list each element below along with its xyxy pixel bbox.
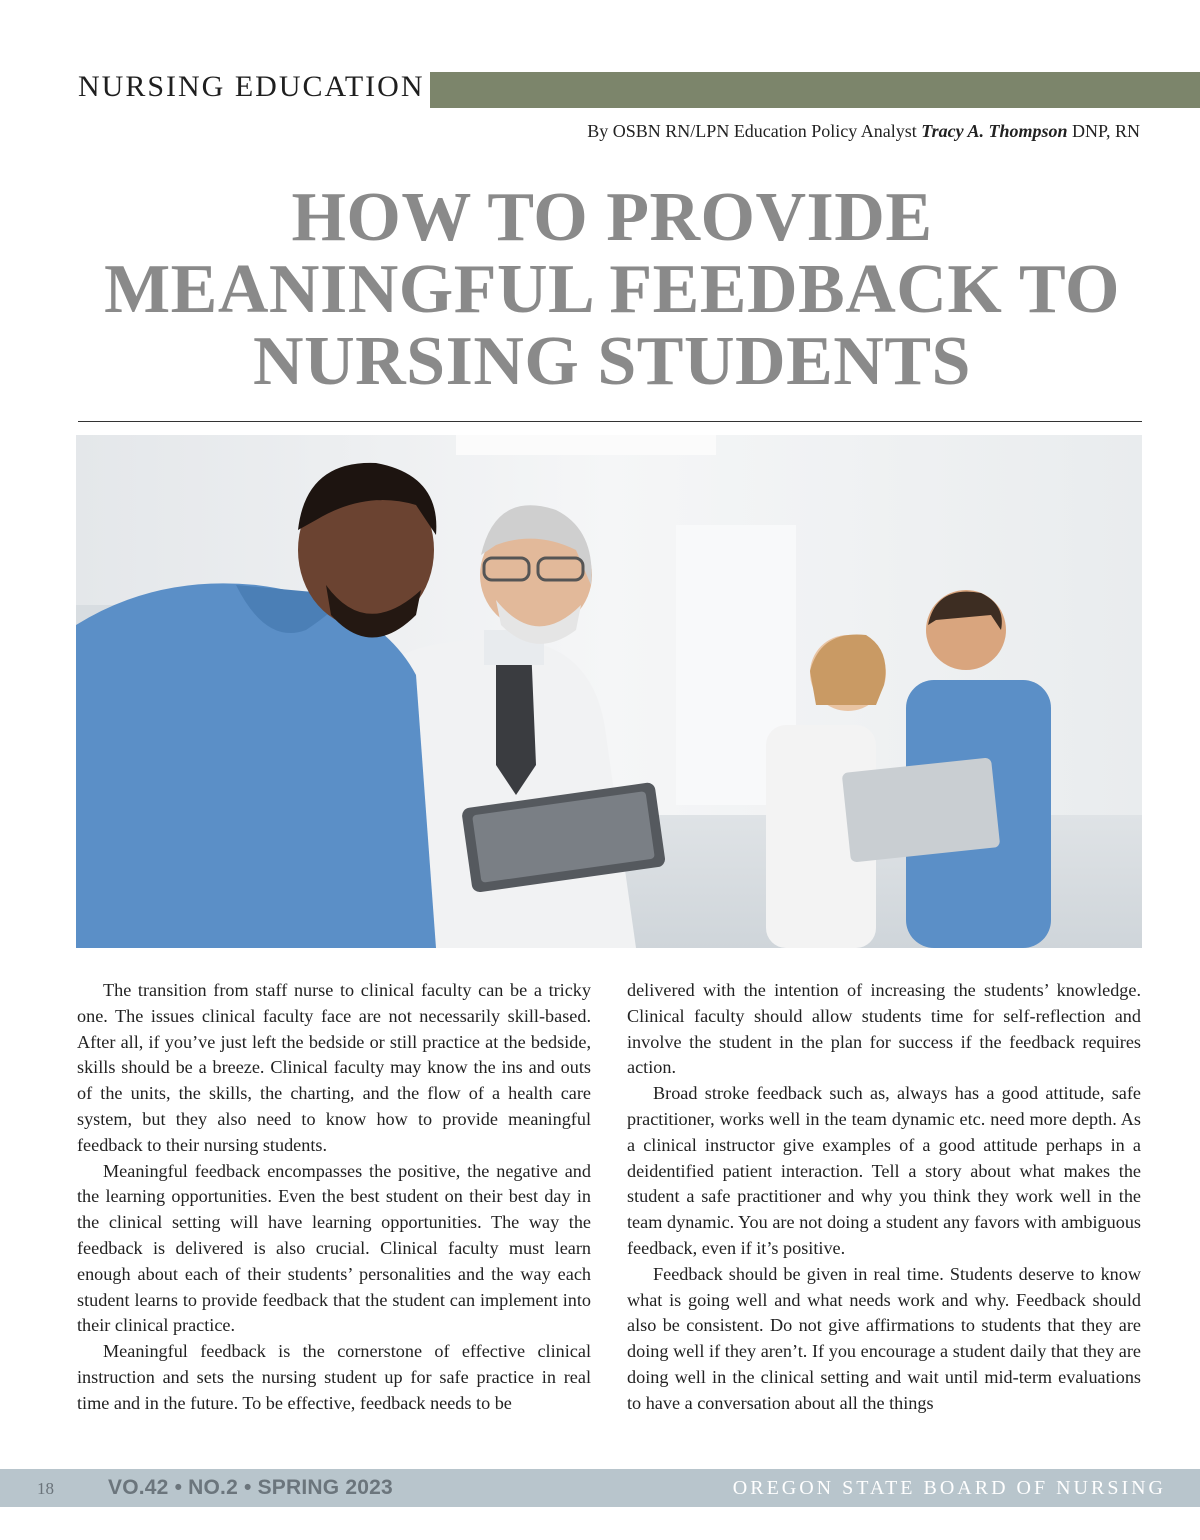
issue-label: VO.42 • NO.2 • SPRING 2023 xyxy=(108,1476,393,1499)
title-divider xyxy=(78,421,1142,422)
title-line: MEANINGFUL FEEDBACK TO xyxy=(104,251,1120,328)
paragraph: delivered with the intention of increasing the students’ knowledge. Clinical faculty should allow students time for self-reflection and involve the student in the plan for success if the feedback requires action. xyxy=(627,980,1141,1078)
paragraph: The transition from staff nurse to clinical faculty can be a tricky one. The issues clinical faculty face are not necessarily skill-based. After all, if you’ve just left the bedside or still practice at the bedside, skills should be a breeze. Clinical faculty may know the ins and outs of the units, the skills, the charting, and the flow of a health care system, but they also need to know how to provide meaningful feedback to their nursing students. xyxy=(77,980,591,1155)
hero-photo xyxy=(76,435,1142,948)
publisher-name: OREGON STATE BOARD OF NURSING xyxy=(732,1477,1166,1499)
article-column-right xyxy=(627,978,1141,1417)
byline-suffix: DNP, RN xyxy=(1067,121,1140,141)
page-number: 18 xyxy=(37,1479,54,1498)
paragraph: Meaningful feedback is the cornerstone of effective clinical instruction and sets the nursing student up for safe practice in real time and in the future. To be effective, feedback needs to be xyxy=(77,1341,591,1413)
title-line: HOW TO PROVIDE xyxy=(291,179,933,256)
section-bar xyxy=(430,72,1200,108)
paragraph: Meaningful feedback encompasses the positive, the negative and the learning opportunities. Even the best student on their best day in the clinical setting will have learning opportunities. The way the feedback is delivered is also crucial. Clinical faculty must learn enough about each of their students’ personalities and the way each student learns to provide feedback that the student can implement into their clinical practice. xyxy=(77,1160,591,1336)
paragraph: Broad stroke feedback such as, always has a good attitude, safe practitioner, works well in the team dynamic etc. need more depth. As a clinical instructor give examples of a good attitude perhaps in a deidentified patient interaction. Tell a story about what makes the student a safe practitioner and why you think they work well in the team dynamic. You are not doing a student any favors with ambiguous feedback, even if it’s positive. xyxy=(627,1083,1141,1258)
title-line: NURSING STUDENTS xyxy=(253,323,971,400)
section-label: NURSING EDUCATION xyxy=(78,70,425,103)
paragraph: Feedback should be given in real time. Students deserve to know what is going well and what needs work and why. Feedback should also be consistent. Do not give affirmations to students that they are doing well if they aren’t. If you encourage a student daily that they are doing well in the clinical setting and wait until mid-term evaluations to have a conversation about all the things xyxy=(627,1263,1141,1413)
article-title xyxy=(60,179,1164,400)
article-column-left xyxy=(77,978,591,1417)
byline-author: Tracy A. Thompson xyxy=(921,121,1068,141)
byline-prefix: By OSBN RN/LPN Education Policy Analyst xyxy=(587,121,922,141)
byline xyxy=(587,121,1140,142)
